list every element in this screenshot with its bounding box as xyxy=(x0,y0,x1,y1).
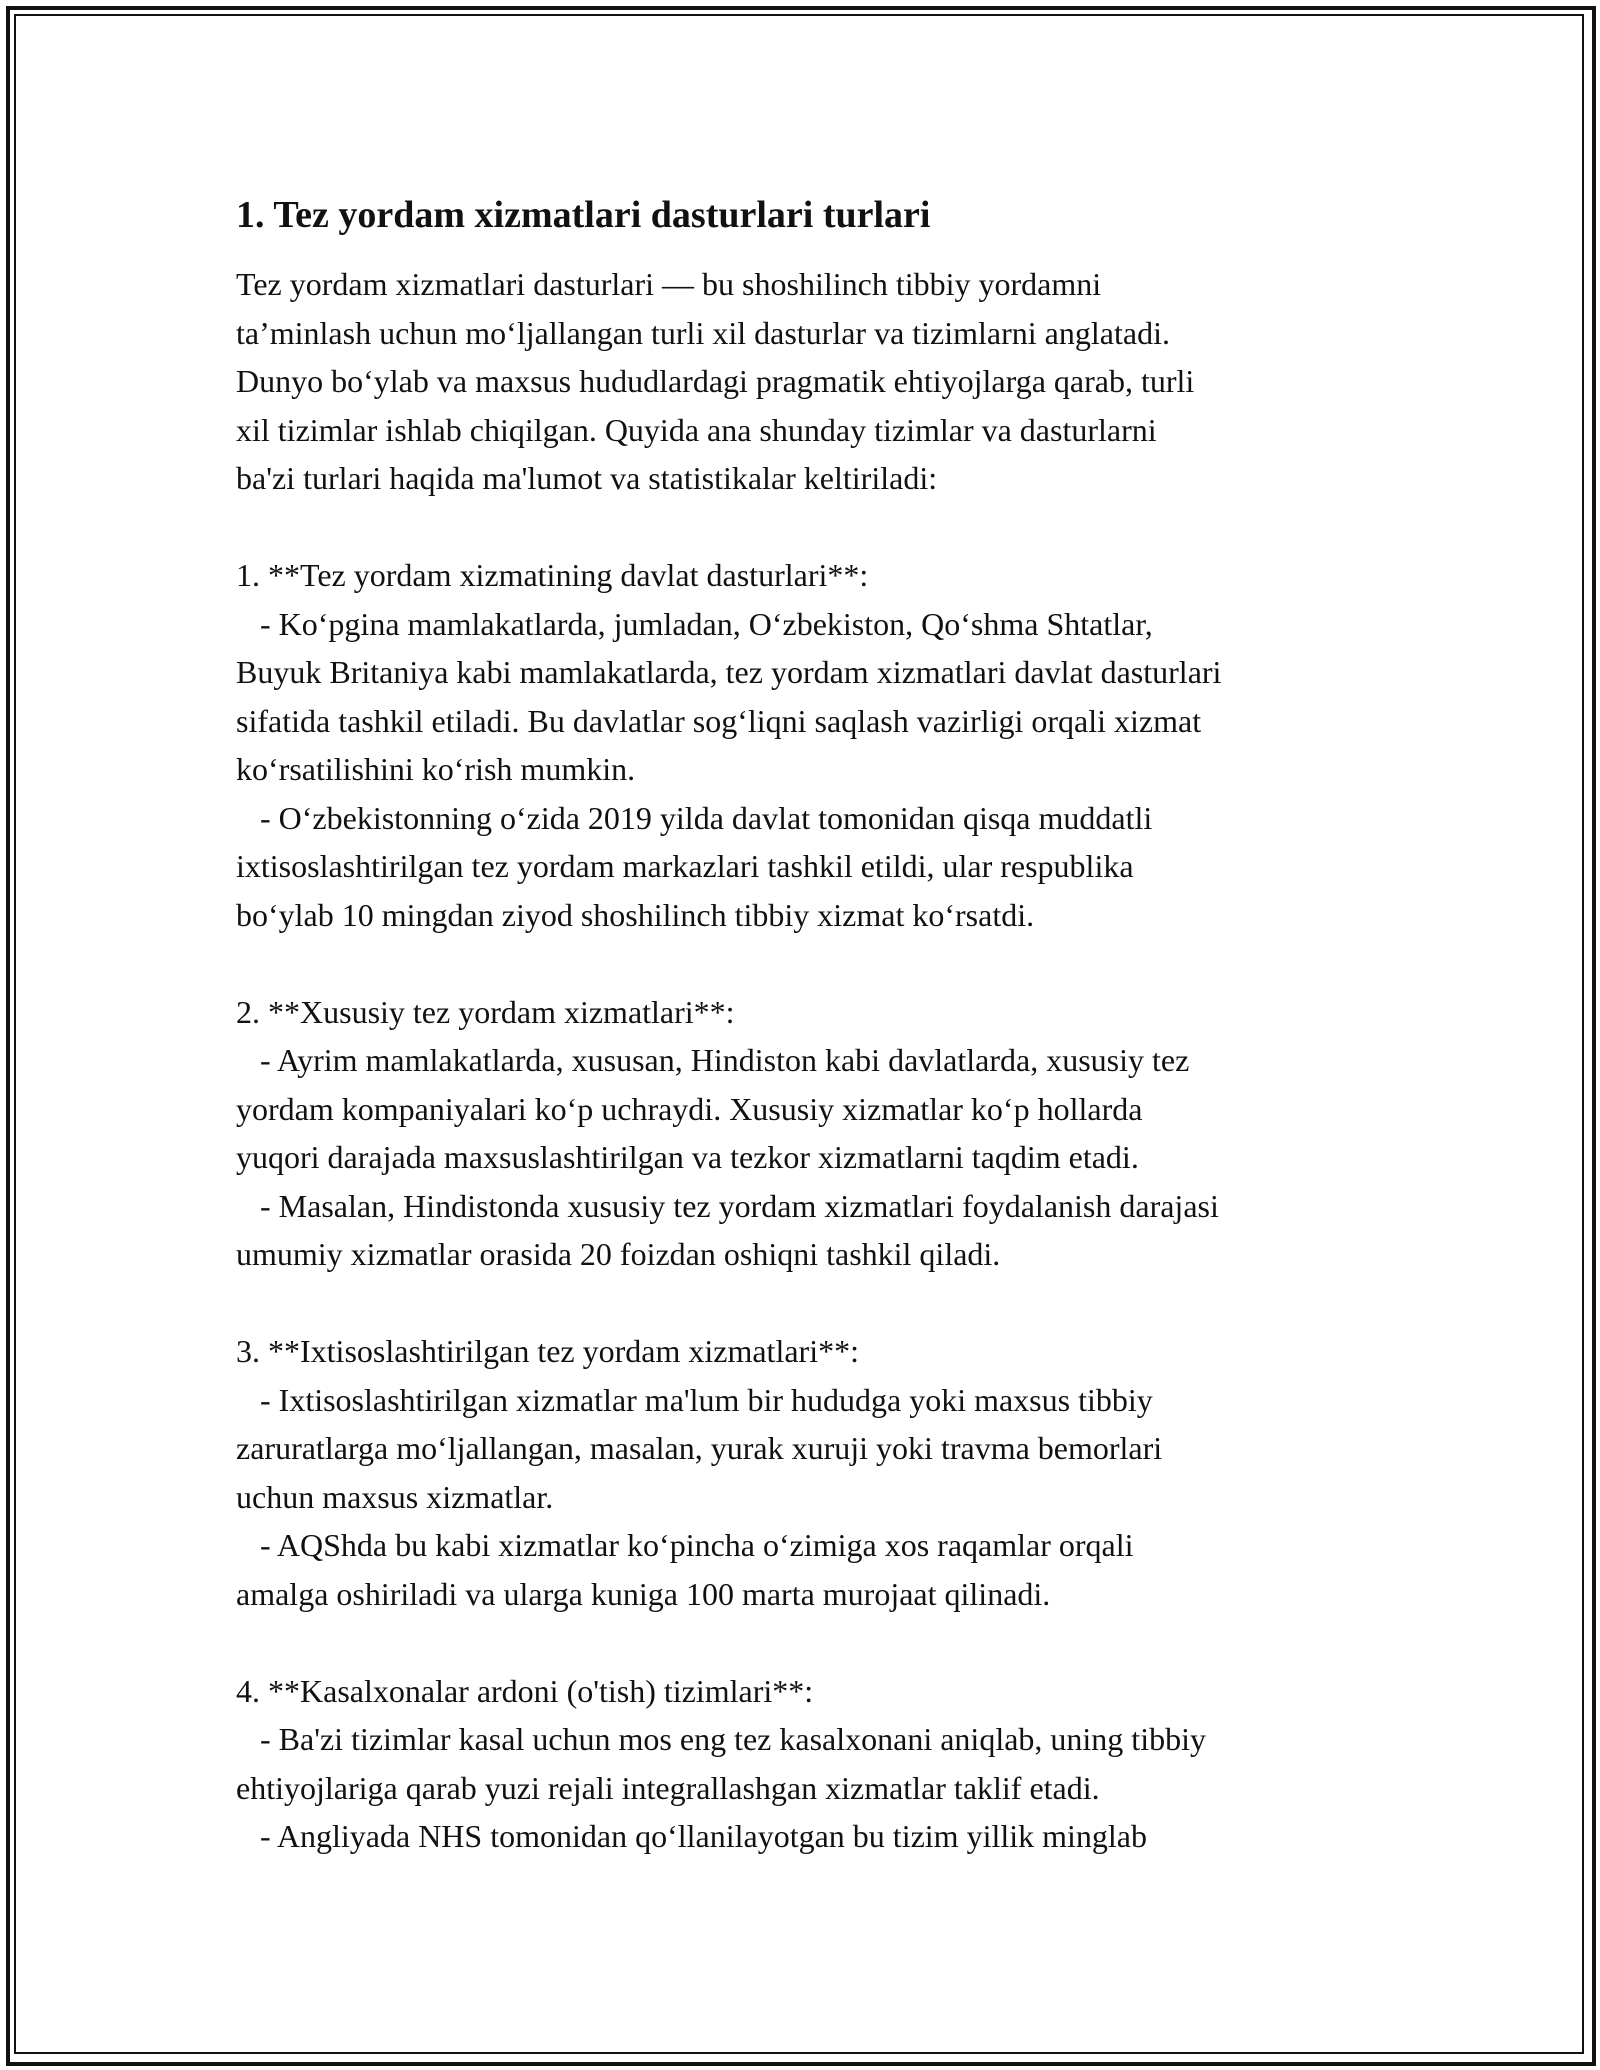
section-line: yordam kompaniyalari ko‘p uchraydi. Xususiy xizmatlar ko‘p hollarda xyxy=(236,1090,1143,1127)
intro-line: ba'zi turlari haqida ma'lumot va statistikalar keltiriladi: xyxy=(236,460,938,496)
intro-line: Tez yordam xizmatlari dasturlari — bu shoshilinch tibbiy yordamni xyxy=(236,266,1102,302)
intro-line: Dunyo bo‘ylab va maxsus hududlardagi pragmatik ehtiyojlarga qarab, turli xyxy=(236,363,1195,399)
section-line: - Ixtisoslashtirilgan xizmatlar ma'lum bir hududga yoki maxsus tibbiy xyxy=(236,1381,1153,1418)
section-line: bo‘ylab 10 mingdan ziyod shoshilinch tibbiy xizmat ko‘rsatdi. xyxy=(236,896,1035,933)
section-line: - Ayrim mamlakatlarda, xususan, Hindiston kabi davlatlarda, xususiy tez xyxy=(236,1042,1190,1078)
section-line: Buyuk Britaniya kabi mamlakatlarda, tez yordam xizmatlari davlat dasturlari xyxy=(236,654,1222,690)
intro-line: ta’minlash uchun mo‘ljallangan turli xil dasturlar va tizimlarni anglatadi. xyxy=(236,314,1170,351)
section-4 xyxy=(236,1667,1376,1861)
section-line: - Ko‘pgina mamlakatlarda, jumladan, O‘zbekiston, Qo‘shma Shtatlar, xyxy=(236,605,1153,642)
section-title: 4. **Kasalxonalar ardoni (o'tish) tizimlari**: xyxy=(236,1672,814,1709)
section-line: sifatida tashkil etiladi. Bu davlatlar sog‘liqni saqlash vazirligi orqali xizmat xyxy=(236,702,1202,739)
section-line: ixtisoslashtirilgan tez yordam markazlari tashkil etildi, ular respublika xyxy=(236,848,1134,884)
paragraph-gap xyxy=(236,1279,1376,1328)
section-line: zaruratlarga mo‘ljallangan, masalan, yurak xuruji yoki travma bemorlari xyxy=(236,1430,1163,1466)
section-line: umumiy xizmatlar orasida 20 foizdan oshiqni tashkil qiladi. xyxy=(236,1236,1001,1272)
section-title: 2. **Xususiy tez yordam xizmatlari**: xyxy=(236,993,735,1030)
section-line: ko‘rsatilishini ko‘rish mumkin. xyxy=(236,751,636,787)
section-line: ehtiyojlariga qarab yuzi rejali integrallashgan xizmatlar taklif etadi. xyxy=(236,1769,1100,1806)
section-line: uchun maxsus xizmatlar. xyxy=(236,1478,554,1515)
section-line: - O‘zbekistonning o‘zida 2019 yilda davlat tomonidan qisqa muddatli xyxy=(236,799,1153,836)
paragraph-gap xyxy=(236,939,1376,988)
section-title: 3. **Ixtisoslashtirilgan tez yordam xizmatlari**: xyxy=(236,1333,859,1369)
paragraph-gap xyxy=(236,1618,1376,1667)
section-1 xyxy=(236,551,1376,939)
intro-line: xil tizimlar ishlab chiqilgan. Quyida ana shunday tizimlar va dasturlarni xyxy=(236,411,1157,448)
document-body xyxy=(236,188,1376,1861)
section-line: - AQShda bu kabi xizmatlar ko‘pincha o‘zimiga xos raqamlar orqali xyxy=(236,1527,1134,1563)
document-heading: 1. Tez yordam xizmatlari dasturlari turlari xyxy=(236,194,931,236)
section-3 xyxy=(236,1327,1376,1618)
section-line: yuqori darajada maxsuslashtirilgan va tezkor xizmatlarni taqdim etadi. xyxy=(236,1139,1139,1175)
paragraph-gap xyxy=(236,503,1376,552)
section-line: amalga oshiriladi va ularga kuniga 100 marta murojaat qilinadi. xyxy=(236,1575,1051,1612)
section-2 xyxy=(236,988,1376,1279)
section-line: - Masalan, Hindistonda xususiy tez yordam xizmatlari foydalanish darajasi xyxy=(236,1187,1219,1224)
section-title: 1. **Tez yordam xizmatining davlat dasturlari**: xyxy=(236,557,869,593)
intro-paragraph xyxy=(236,260,1376,503)
section-line: - Ba'zi tizimlar kasal uchun mos eng tez kasalxonani aniqlab, uning tibbiy xyxy=(236,1721,1206,1757)
section-line: - Angliyada NHS tomonidan qo‘llanilayotgan bu tizim yillik minglab xyxy=(236,1818,1147,1854)
